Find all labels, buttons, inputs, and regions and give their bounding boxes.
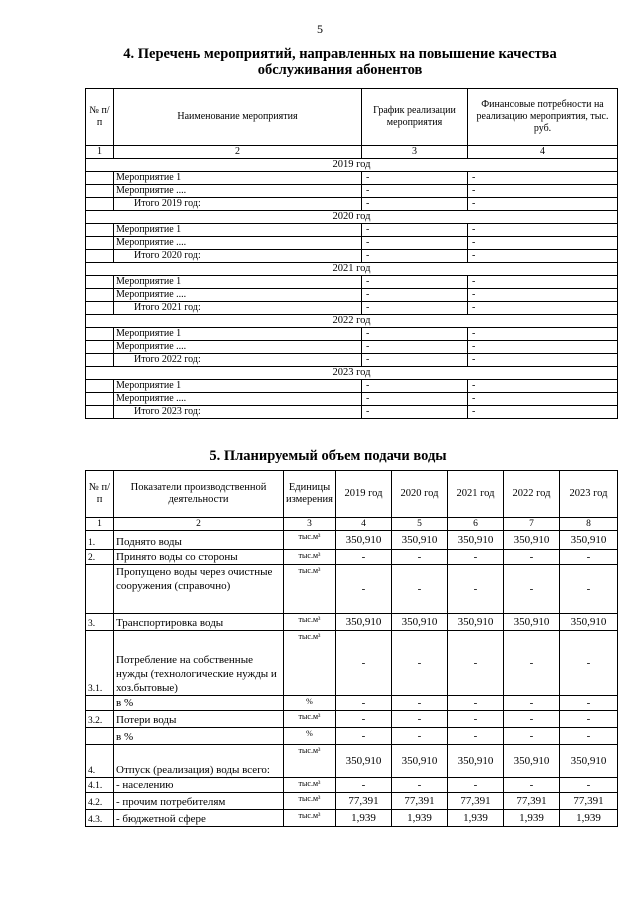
supply-row-value: -: [504, 565, 560, 614]
measures-row: [86, 224, 618, 237]
measure-total-finance: -: [468, 406, 618, 419]
measures-index-cell: 4: [468, 146, 618, 159]
measures-no-cell: [86, 289, 114, 302]
measures-row: [86, 185, 618, 198]
supply-row-unit: тыс.м³: [284, 810, 336, 827]
measures-year-row: [86, 211, 618, 224]
measures-header-cell: Наименование мероприятия: [114, 89, 362, 146]
measures-year-row: [86, 263, 618, 276]
measures-row: [86, 237, 618, 250]
supply-row-value: 350,910: [504, 531, 560, 550]
supply-row-value: -: [560, 711, 618, 728]
supply-row-value: -: [336, 696, 392, 711]
supply-row-value: -: [504, 728, 560, 745]
measures-no-cell: [86, 328, 114, 341]
measure-name: Мероприятие ....: [114, 393, 362, 406]
supply-row-unit: тыс.м³: [284, 711, 336, 728]
measure-finance: -: [468, 237, 618, 250]
supply-row-value: 350,910: [448, 745, 504, 778]
supply-index-cell: 1: [86, 518, 114, 531]
measures-no-cell: [86, 250, 114, 263]
measures-no-cell: [86, 393, 114, 406]
measures-year-label: 2022 год: [86, 315, 618, 328]
supply-row-name: в %: [114, 696, 284, 711]
supply-row-unit: тыс.м³: [284, 550, 336, 565]
measures-year-label: 2019 год: [86, 159, 618, 172]
supply-header-unit: Единицы измерения: [284, 471, 336, 518]
measures-row: [86, 380, 618, 393]
supply-row-value: 350,910: [392, 614, 448, 631]
supply-row-name: Потребление на собственные нужды (технологические нужды и хоз.бытовые): [114, 631, 284, 696]
supply-row-value: 350,910: [560, 745, 618, 778]
supply-row-unit: тыс.м³: [284, 614, 336, 631]
supply-row-value: -: [336, 565, 392, 614]
supply-row-value: 350,910: [448, 614, 504, 631]
supply-row-value: 1,939: [560, 810, 618, 827]
supply-row-value: 77,391: [504, 793, 560, 810]
measures-year-label: 2023 год: [86, 367, 618, 380]
measures-year-row: [86, 159, 618, 172]
supply-header-no: № п/п: [86, 471, 114, 518]
supply-row-value: -: [336, 778, 392, 793]
supply-row-value: -: [392, 565, 448, 614]
supply-row-no: [86, 696, 114, 711]
section4-title-line1: 4. Перечень мероприятий, направленных на повышение качества: [123, 46, 557, 62]
supply-row: [86, 696, 618, 711]
measure-total-label: Итого 2020 год:: [114, 250, 362, 263]
measure-schedule: -: [362, 380, 468, 393]
supply-row-value: -: [560, 696, 618, 711]
measures-no-cell: [86, 172, 114, 185]
measure-finance: -: [468, 185, 618, 198]
measure-name: Мероприятие 1: [114, 380, 362, 393]
supply-row-value: -: [560, 631, 618, 696]
supply-row-value: -: [504, 778, 560, 793]
supply-row-value: 77,391: [392, 793, 448, 810]
supply-row-no: 4.3.: [86, 810, 114, 827]
supply-index-cell: 6: [448, 518, 504, 531]
measures-header-cell: График реализации мероприятия: [362, 89, 468, 146]
supply-index-cell: 4: [336, 518, 392, 531]
supply-row-name: - бюджетной сфере: [114, 810, 284, 827]
measure-total-label: Итого 2023 год:: [114, 406, 362, 419]
supply-row-value: -: [448, 550, 504, 565]
supply-row-value: 1,939: [504, 810, 560, 827]
measure-total-schedule: -: [362, 406, 468, 419]
measures-row: [86, 393, 618, 406]
measures-header-cell: № п/п: [86, 89, 114, 146]
measures-index-cell: 2: [114, 146, 362, 159]
measures-year-row: [86, 315, 618, 328]
supply-index-row: [86, 518, 618, 531]
page-number: 5: [317, 22, 323, 36]
supply-row-name: Принято воды со стороны: [114, 550, 284, 565]
supply-header-year: 2019 год: [336, 471, 392, 518]
water-supply-table: [85, 470, 618, 827]
measure-schedule: -: [362, 328, 468, 341]
measures-no-cell: [86, 237, 114, 250]
measures-table: [85, 88, 618, 419]
supply-row-value: 350,910: [448, 531, 504, 550]
supply-row-unit: тыс.м³: [284, 531, 336, 550]
supply-row-value: -: [448, 778, 504, 793]
supply-row-value: -: [560, 550, 618, 565]
measure-total-label: Итого 2019 год:: [114, 198, 362, 211]
measure-finance: -: [468, 328, 618, 341]
measures-total-row: [86, 302, 618, 315]
supply-row-value: 350,910: [504, 745, 560, 778]
measure-finance: -: [468, 393, 618, 406]
measures-no-cell: [86, 406, 114, 419]
supply-row-name: Потери воды: [114, 711, 284, 728]
supply-row: [86, 711, 618, 728]
measure-total-finance: -: [468, 250, 618, 263]
measures-no-cell: [86, 276, 114, 289]
supply-row-value: -: [448, 565, 504, 614]
supply-row: [86, 793, 618, 810]
supply-row-name: Отпуск (реализация) воды всего:: [114, 745, 284, 778]
supply-row: [86, 565, 618, 614]
supply-row-no: 4.1.: [86, 778, 114, 793]
measure-total-schedule: -: [362, 302, 468, 315]
measure-total-label: Итого 2021 год:: [114, 302, 362, 315]
supply-index-cell: 3: [284, 518, 336, 531]
measures-no-cell: [86, 380, 114, 393]
measures-total-row: [86, 406, 618, 419]
supply-row-value: -: [504, 711, 560, 728]
supply-row-no: 1.: [86, 531, 114, 550]
measure-finance: -: [468, 341, 618, 354]
measures-index-cell: 3: [362, 146, 468, 159]
measure-schedule: -: [362, 341, 468, 354]
supply-row-value: 77,391: [336, 793, 392, 810]
section4-title: [30, 46, 640, 78]
measures-no-cell: [86, 185, 114, 198]
supply-row: [86, 728, 618, 745]
supply-row-value: -: [448, 711, 504, 728]
supply-row-no: 3.2.: [86, 711, 114, 728]
measures-year-label: 2020 год: [86, 211, 618, 224]
supply-row: [86, 778, 618, 793]
supply-row-value: -: [448, 728, 504, 745]
supply-row-value: 77,391: [448, 793, 504, 810]
measures-no-cell: [86, 198, 114, 211]
measure-finance: -: [468, 380, 618, 393]
measures-year-row: [86, 367, 618, 380]
supply-row-name: Транспортировка воды: [114, 614, 284, 631]
supply-row-name: в %: [114, 728, 284, 745]
measures-total-row: [86, 198, 618, 211]
supply-row-value: 350,910: [504, 614, 560, 631]
measures-index-row: [86, 146, 618, 159]
measure-total-schedule: -: [362, 250, 468, 263]
measure-schedule: -: [362, 393, 468, 406]
section4-title-line2: обслуживания абонентов: [257, 62, 423, 78]
measure-schedule: -: [362, 237, 468, 250]
supply-header-row: [86, 471, 618, 518]
supply-row-value: 1,939: [448, 810, 504, 827]
measures-no-cell: [86, 341, 114, 354]
supply-row-value: 350,910: [336, 614, 392, 631]
measure-name: Мероприятие ....: [114, 185, 362, 198]
supply-index-cell: 2: [114, 518, 284, 531]
supply-row-unit: тыс.м³: [284, 565, 336, 614]
supply-row-name: - населению: [114, 778, 284, 793]
measure-finance: -: [468, 172, 618, 185]
supply-row-value: -: [392, 778, 448, 793]
measures-no-cell: [86, 354, 114, 367]
measure-name: Мероприятие ....: [114, 237, 362, 250]
supply-row: [86, 810, 618, 827]
measure-schedule: -: [362, 289, 468, 302]
supply-row-value: -: [504, 631, 560, 696]
measures-total-row: [86, 354, 618, 367]
supply-row-value: 350,910: [392, 531, 448, 550]
measure-total-finance: -: [468, 354, 618, 367]
supply-row-no: 4.2.: [86, 793, 114, 810]
supply-row-unit: %: [284, 696, 336, 711]
supply-row-no: [86, 565, 114, 614]
measure-schedule: -: [362, 172, 468, 185]
supply-row-value: 77,391: [560, 793, 618, 810]
section5-title: 5. Планируемый объем подачи воды: [209, 448, 447, 464]
measure-name: Мероприятие ....: [114, 289, 362, 302]
measure-name: Мероприятие 1: [114, 276, 362, 289]
supply-row-value: -: [336, 728, 392, 745]
supply-row-value: 350,910: [560, 531, 618, 550]
supply-row: [86, 531, 618, 550]
supply-row-value: -: [392, 711, 448, 728]
measure-schedule: -: [362, 185, 468, 198]
supply-header-year: 2022 год: [504, 471, 560, 518]
supply-row-unit: тыс.м³: [284, 631, 336, 696]
supply-row-value: -: [504, 696, 560, 711]
measure-schedule: -: [362, 276, 468, 289]
supply-row-unit: %: [284, 728, 336, 745]
supply-row-value: -: [448, 631, 504, 696]
supply-row-value: -: [392, 696, 448, 711]
supply-row-no: 3.1.: [86, 631, 114, 696]
supply-row-value: -: [504, 550, 560, 565]
measures-row: [86, 328, 618, 341]
supply-row-value: 350,910: [560, 614, 618, 631]
supply-row: [86, 631, 618, 696]
measure-finance: -: [468, 289, 618, 302]
measures-year-label: 2021 год: [86, 263, 618, 276]
supply-row-name: Пропущено воды через очистные сооружения (справочно): [114, 565, 284, 614]
supply-row: [86, 745, 618, 778]
measure-finance: -: [468, 224, 618, 237]
supply-row-unit: тыс.м³: [284, 793, 336, 810]
measures-no-cell: [86, 224, 114, 237]
supply-row-value: -: [392, 631, 448, 696]
measure-total-label: Итого 2022 год:: [114, 354, 362, 367]
measures-row: [86, 276, 618, 289]
measure-name: Мероприятие 1: [114, 328, 362, 341]
supply-row-value: -: [336, 711, 392, 728]
supply-header-year: 2020 год: [392, 471, 448, 518]
supply-index-cell: 7: [504, 518, 560, 531]
supply-row-value: 1,939: [336, 810, 392, 827]
supply-row-value: 350,910: [336, 531, 392, 550]
supply-row-value: 350,910: [336, 745, 392, 778]
supply-row-no: 2.: [86, 550, 114, 565]
supply-row-value: -: [560, 565, 618, 614]
supply-row-name: Поднято воды: [114, 531, 284, 550]
supply-row-value: -: [392, 728, 448, 745]
measure-finance: -: [468, 276, 618, 289]
measures-row: [86, 172, 618, 185]
supply-row-value: 350,910: [392, 745, 448, 778]
measure-schedule: -: [362, 224, 468, 237]
supply-row-value: -: [336, 631, 392, 696]
supply-row-value: -: [560, 728, 618, 745]
supply-index-cell: 8: [560, 518, 618, 531]
supply-row: [86, 550, 618, 565]
measure-total-finance: -: [468, 302, 618, 315]
measure-total-finance: -: [468, 198, 618, 211]
supply-index-cell: 5: [392, 518, 448, 531]
supply-row-value: -: [448, 696, 504, 711]
measures-no-cell: [86, 302, 114, 315]
supply-row-unit: тыс.м³: [284, 778, 336, 793]
supply-header-year: 2021 год: [448, 471, 504, 518]
measures-header-cell: Финансовые потребности на реализацию мероприятия, тыс. руб.: [468, 89, 618, 146]
measure-name: Мероприятие ....: [114, 341, 362, 354]
supply-row-no: 4.: [86, 745, 114, 778]
supply-row-value: -: [560, 778, 618, 793]
measures-header-row: [86, 89, 618, 146]
supply-row-no: 3.: [86, 614, 114, 631]
supply-row-value: -: [392, 550, 448, 565]
measure-name: Мероприятие 1: [114, 224, 362, 237]
supply-row-no: [86, 728, 114, 745]
measure-total-schedule: -: [362, 354, 468, 367]
measures-row: [86, 289, 618, 302]
measure-name: Мероприятие 1: [114, 172, 362, 185]
measure-total-schedule: -: [362, 198, 468, 211]
measures-index-cell: 1: [86, 146, 114, 159]
supply-row-value: -: [336, 550, 392, 565]
supply-row-value: 1,939: [392, 810, 448, 827]
measures-row: [86, 341, 618, 354]
supply-row-name: - прочим потребителям: [114, 793, 284, 810]
supply-row-unit: тыс.м³: [284, 745, 336, 778]
supply-header-indicator: Показатели производственной деятельности: [114, 471, 284, 518]
measures-total-row: [86, 250, 618, 263]
supply-header-year: 2023 год: [560, 471, 618, 518]
supply-row: [86, 614, 618, 631]
